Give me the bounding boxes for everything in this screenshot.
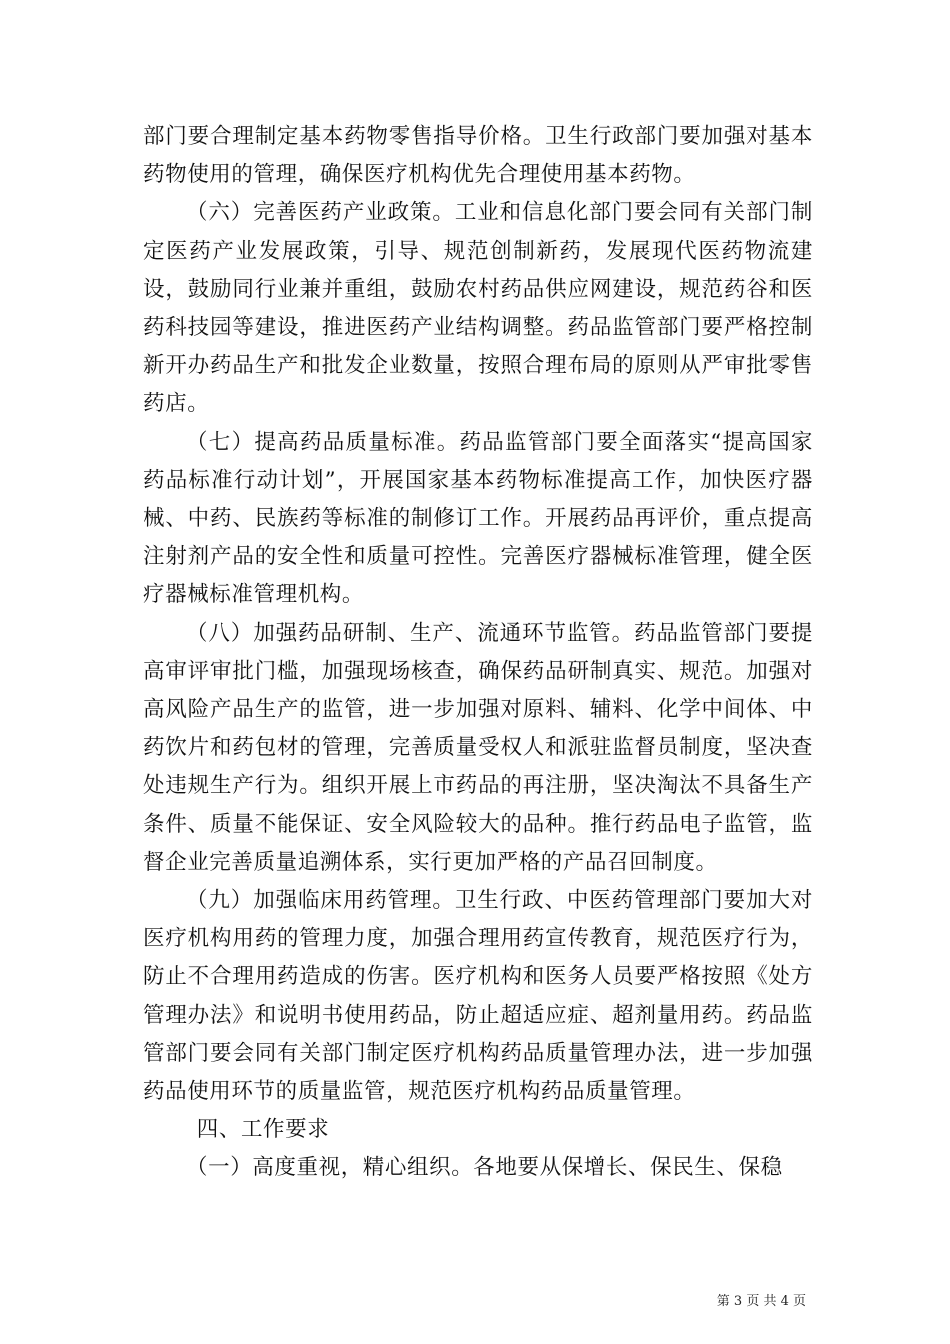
paragraph-item-9: （九）加强临床用药管理。卫生行政、中医药管理部门要加大对医疗机构用药的管理力度，加强合理用药宣传教育，规范医疗行为，防止不合理用药造成的伤害。医疗机构和医务人员要严格按照《处方管理办法》和说明书使用药品，防止超适应症、超剂量用药。药品监管部门要会同有关部门制定医疗机构药品质量管理办法，进一步加强药品使用环节的质量监管，规范医疗机构药品质量管理。: [143, 888, 813, 1105]
paragraph-item-8: （八）加强药品研制、生产、流通环节监管。药品监管部门要提高审评审批门槛，加强现场核查，确保药品研制真实、规范。加强对高风险产品生产的监管，进一步加强对原料、辅料、化学中间体、中药饮片和药包材的管理，完善质量受权人和派驻监督员制度，坚决查处违规生产行为。组织开展上市药品的再注册，坚决淘汰不具备生产条件、质量不能保证、安全风险较大的品种。推行药品电子监管，监督企业完善质量追溯体系，实行更加严格的产品召回制度。: [143, 620, 813, 875]
paragraph-item-6: （六）完善医药产业政策。工业和信息化部门要会同有关部门制定医药产业发展政策，引导、规范创制新药，发展现代医药物流建设，鼓励同行业兼并重组，鼓励农村药品供应网建设，规范药谷和医药科技园等建设，推进医药产业结构调整。药品监管部门要严格控制新开办药品生产和批发企业数量，按照合理布局的原则从严审批零售药店。: [143, 200, 813, 417]
paragraph-item-7: （七）提高药品质量标准。药品监管部门要全面落实“提高国家药品标准行动计划”，开展国家基本药物标准提高工作，加快医疗器械、中药、民族药等标准的制修订工作。开展药品再评价，重点提高注射剂产品的安全性和质量可控性。完善医疗器械标准管理，健全医疗器械标准管理机构。: [143, 429, 813, 608]
section-heading: 四、工作要求: [196, 1117, 330, 1143]
page-number-footer: 第 3 页 共 4 页: [716, 1294, 806, 1309]
paragraph-requirement-1: （一）高度重视，精心组织。各地要从保增长、保民生、保稳: [186, 1155, 783, 1181]
paragraph-continuation: 部门要合理制定基本药物零售指导价格。卫生行政部门要加强对基本药物使用的管理，确保医疗机构优先合理使用基本药物。: [143, 124, 813, 188]
document-body: [143, 118, 813, 1188]
